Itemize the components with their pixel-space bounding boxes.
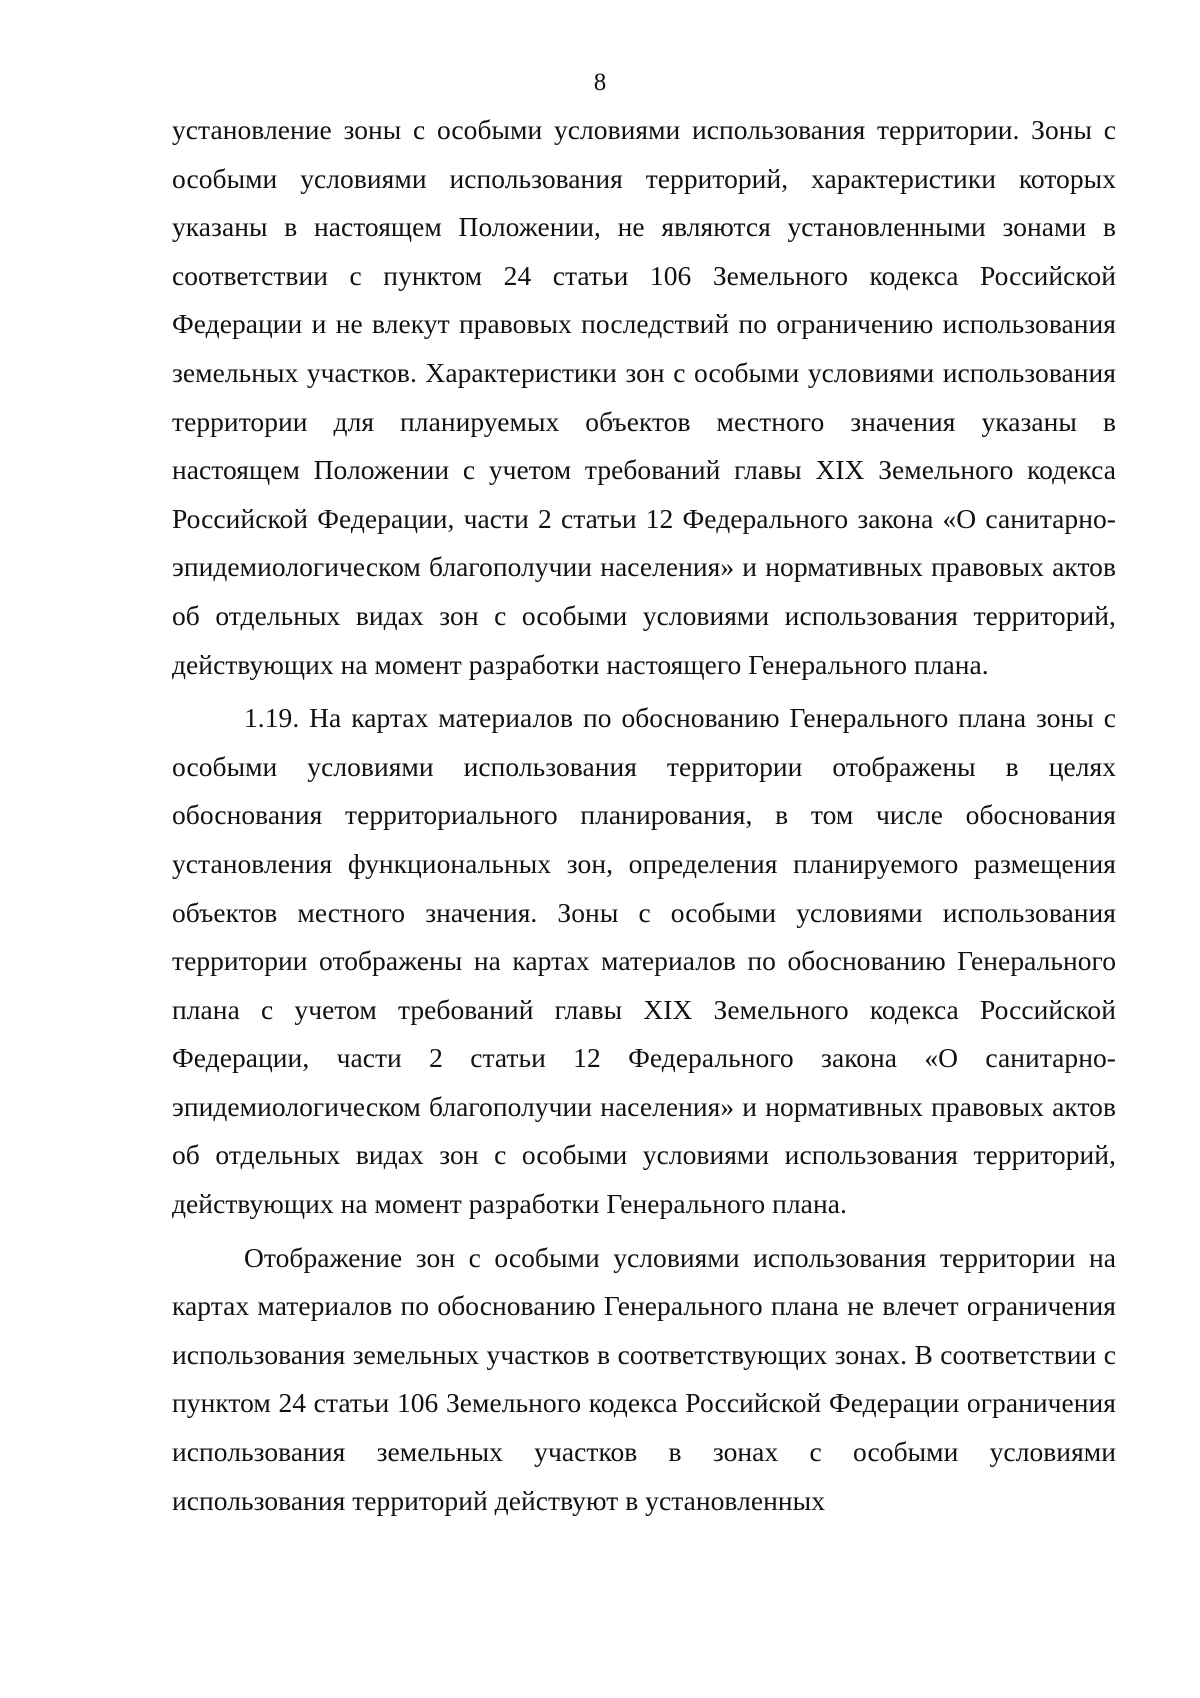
paragraph-1-19: 1.19. На картах материалов по обоснованию Генерального плана зоны с особыми условиями использования территории отображены в целях обоснования территориального планирования, в том числе обоснования установления функциональных зон, определения планируемого размещения объектов местного значения. Зоны с особыми условиями использования территории отображены на картах материалов по обоснованию Генерального плана с учетом требований главы XIX Земельного кодекса Российской Федерации, части 2 статьи 12 Федерального закона «О санитарно-эпидемиологическом благополучии населения» и нормативных правовых актов об отдельных видах зон с особыми условиями использования территорий, действующих на момент разработки Генерального плана. xyxy=(172,702,1116,1220)
page-number: 8 xyxy=(593,69,607,96)
paragraph-continuation: установление зоны с особыми условиями использования территории. Зоны с особыми условиями использования территорий, характеристики которых указаны в настоящем Положении, не являются установленными зонами в соответствии с пунктом 24 статьи 106 Земельного кодекса Российской Федерации и не влекут правовых последствий по ограничению использования земельных участков. Характеристики зон с особыми условиями использования территории для планируемых объектов местного значения указаны в настоящем Положении с учетом требований главы XIX Земельного кодекса Российской Федерации, части 2 статьи 12 Федерального закона «О санитарно-эпидемиологическом благополучии населения» и нормативных правовых актов об отдельных видах зон с особыми условиями использования территорий, действующих на момент разработки настоящего Генерального плана. xyxy=(172,114,1116,680)
document-body xyxy=(172,106,1116,1525)
paragraph-display-zones: Отображение зон с особыми условиями использования территории на картах материалов по обоснованию Генерального плана не влечет ограничения использования земельных участков в соответствующих зонах. В соответствии с пунктом 24 статьи 106 Земельного кодекса Российской Федерации ограничения использования земельных участков в зонах с особыми условиями использования территорий действуют в установленных xyxy=(172,1241,1116,1516)
